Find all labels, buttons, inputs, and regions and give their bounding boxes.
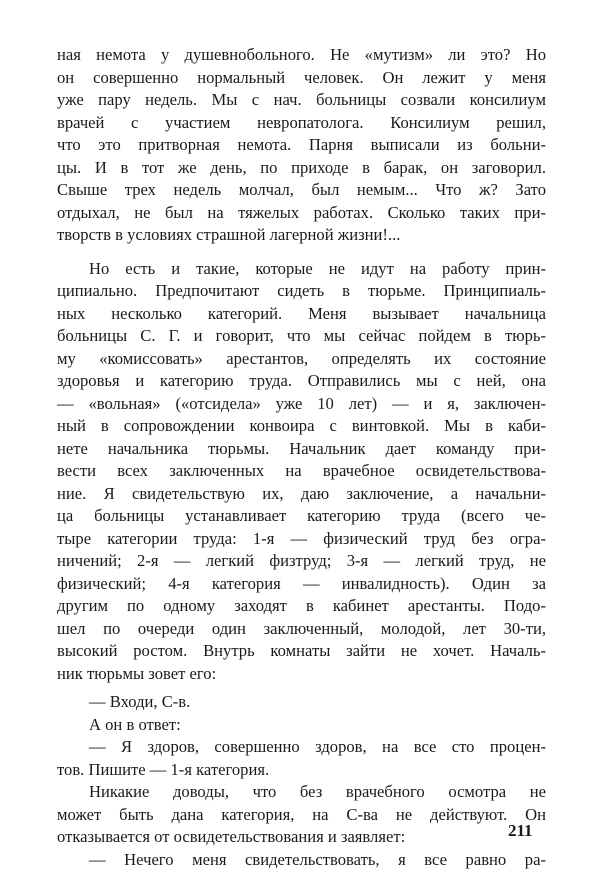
text-line: ная немота у душевнобольного. Не «мутизм» ли это? Но xyxy=(57,45,546,64)
text-line: ца больницы устанавливает категорию труда (всего че- xyxy=(57,506,546,525)
text-line: больницы С. Г. и говорит, что мы сейчас пойдем в тюрь- xyxy=(57,326,546,345)
page-number: 211 xyxy=(508,821,533,840)
text-line: Но есть и такие, которые не идут на работу прин- xyxy=(89,258,546,278)
text-line: он совершенно нормальный человек. Он лежит у меня xyxy=(57,67,546,87)
text-line: — Нечего меня свидетельствовать, я все равно ра- xyxy=(89,849,546,869)
text-line: отдыхал, не был на тяжелых работах. Сколько таких при- xyxy=(57,202,546,222)
text-line: ный в сопровождении конвоира с винтовкой. Мы в каби- xyxy=(57,416,546,435)
text-line: му «комиссовать» арестантов, определять их состояние xyxy=(57,348,546,368)
text-line: — «вольная» («отсидела» уже 10 лет) — и я, заключен- xyxy=(57,393,546,413)
paragraph-1 xyxy=(57,44,546,247)
text-line: ных несколько категорий. Меня вызывает начальница xyxy=(57,303,546,323)
text-line: творств в условиях страшной лагерной жизни!... xyxy=(57,225,401,244)
paragraph-2 xyxy=(57,258,546,686)
text-line: другим по одному заходят в кабинет арестанты. Подо- xyxy=(57,596,546,615)
text-line: ципиально. Предпочитают сидеть в тюрьме. Принципиаль- xyxy=(57,281,546,300)
text-line: Свыше трех недель молчал, был немым... Что ж? Зато xyxy=(57,180,546,199)
text-line: А он в ответ: xyxy=(89,714,181,734)
text-line: ник тюрьмы зовет его: xyxy=(57,663,217,683)
text-line: — Я здоров, совершенно здоров, на все сто процен- xyxy=(89,737,546,756)
paragraph-7 xyxy=(57,849,546,872)
body-text xyxy=(57,44,546,871)
text-line: что это притворная немота. Парня выписали из больни- xyxy=(57,135,546,154)
text-line: нете начальника тюрьмы. Начальник дает команду при- xyxy=(57,438,546,458)
text-line: уже пару недель. Мы с нач. больницы созвали консилиум xyxy=(57,90,546,109)
text-line: — Входи, С-в. xyxy=(89,692,191,711)
text-line: ние. Я свидетельствую их, даю заключение, а начальни- xyxy=(57,483,546,503)
text-line: может быть дана категория, на С-ва не действуют. Он xyxy=(57,804,546,824)
text-line: ничений; 2-я — легкий физтруд; 3-я — легкий труд, не xyxy=(57,551,546,570)
paragraph-5 xyxy=(57,736,546,781)
text-line: отказывается от освидетельствования и заявляет: xyxy=(57,827,406,846)
paragraph-6 xyxy=(57,781,546,849)
text-line: шел по очереди один заключенный, молодой, лет 30-ти, xyxy=(57,618,546,638)
text-line: Никакие доводы, что без врачебного осмотра не xyxy=(89,782,546,801)
text-line: здоровья и категорию труда. Отправились мы с ней, она xyxy=(57,371,546,390)
text-line: высокий ростом. Внутрь комнаты зайти не хочет. Началь- xyxy=(57,641,546,660)
text-line: физический; 4-я категория — инвалидность). Один за xyxy=(57,573,546,593)
paragraph-4 xyxy=(57,714,546,737)
text-line: тов. Пишите — 1-я категория. xyxy=(57,759,270,779)
text-line: тыре категории труда: 1-я — физический труд без огра- xyxy=(57,528,546,548)
paragraph-3 xyxy=(57,691,546,714)
text-line: вести всех заключенных на врачебное освидетельствова- xyxy=(57,461,546,480)
text-line: цы. И в тот же день, по приходе в барак, он заговорил. xyxy=(57,157,546,177)
text-line: врачей с участием невропатолога. Консилиум решил, xyxy=(57,112,546,132)
